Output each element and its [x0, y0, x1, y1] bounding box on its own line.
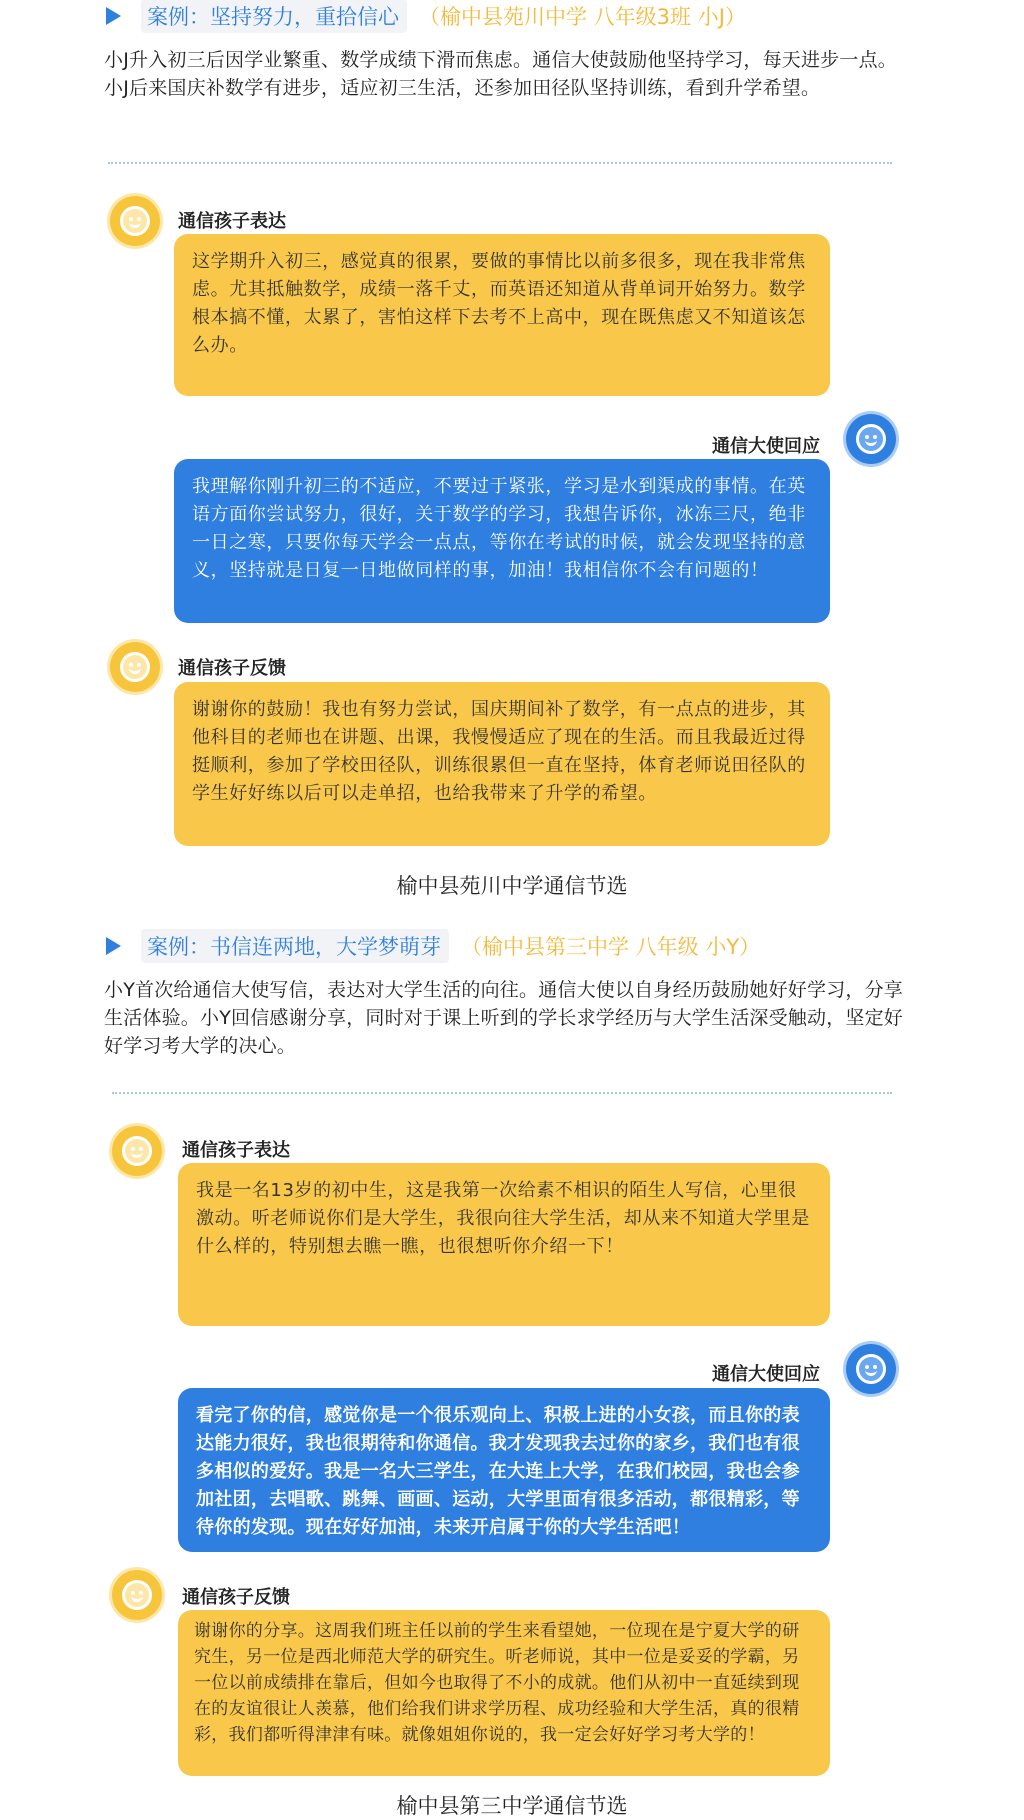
triangle-bullet-icon: [106, 7, 121, 25]
case2-kid-express-bubble: 我是一名13岁的初中生，这是我第一次给素不相识的陌生人写信，心里很激动。听老师说你们是大学生，我很向往大学生活，却从来不知道大学里是什么样的，特别想去瞧一瞧，也很想听你介绍一下！: [178, 1163, 830, 1326]
case2-divider: [112, 1092, 892, 1094]
triangle-bullet-icon: [106, 937, 121, 955]
case1-summary: 小J升入初三后因学业繁重、数学成绩下滑而焦虑。通信大使鼓励他坚持学习，每天进步一点。小J后来国庆补数学有进步，适应初三生活，还参加田径队坚持训练，看到升学希望。: [104, 49, 898, 99]
case1-title: 案例：坚持努力，重拾信心: [141, 0, 407, 33]
smiley-face-icon: [122, 1580, 152, 1610]
case2-title: 案例：书信连两地，大学梦萌芽: [141, 929, 449, 963]
smiley-face-icon: [120, 206, 150, 236]
case2-school: （榆中县第三中学 八年级 小Y）: [461, 935, 761, 959]
kid-avatar: [112, 1126, 162, 1176]
smiley-face-icon: [122, 1136, 152, 1166]
case1-school: （榆中县苑川中学 八年级3班 小J）: [419, 5, 746, 29]
ambassador-avatar: [846, 1344, 896, 1394]
case1-kid-express-label: 通信孩子表达: [178, 211, 286, 232]
ambassador-avatar: [846, 414, 896, 464]
case2-kid-feedback-label: 通信孩子反馈: [182, 1587, 290, 1608]
case1-divider: [108, 162, 892, 164]
case1-kid-feedback-bubble: 谢谢你的鼓励！我也有努力尝试，国庆期间补了数学，有一点点的进步，其他科目的老师也在讲题、出课，我慢慢适应了现在的生活。而且我最近过得挺顺利，参加了学校田径队，训练很累但一直在坚持，体育老师说田径队的学生好好练以后可以走单招，也给我带来了升学的希望。: [174, 682, 830, 846]
case2-summary: 小Y首次给通信大使写信，表达对大学生活的向往。通信大使以自身经历鼓励她好好学习，分享生活体验。小Y回信感谢分享，同时对于课上听到的学长求学经历与大学生活深受触动，坚定好好学习考大学的决心。: [104, 979, 904, 1057]
case1-header: [106, 0, 746, 34]
smiley-face-icon: [856, 424, 886, 454]
case1-amb-reply-bubble: 我理解你刚升初三的不适应，不要过于紧张，学习是水到渠成的事情。在英语方面你尝试努力，很好，关于数学的学习，我想告诉你，冰冻三尺，绝非一日之寒，只要你每天学会一点点，等你在考试的时候，就会发现坚持的意义，坚持就是日复一日地做同样的事，加油！我相信你不会有问题的！: [174, 459, 830, 623]
case2-amb-reply-label: 通信大使回应: [712, 1364, 820, 1385]
case1-kid-express-bubble: 这学期升入初三，感觉真的很累，要做的事情比以前多很多，现在我非常焦虑。尤其抵触数学，成绩一落千丈，而英语还知道从背单词开始努力。数学根本搞不懂，太累了，害怕这样下去考不上高中，现在既焦虑又不知道该怎么办。: [174, 234, 830, 396]
case2-kid-express-label: 通信孩子表达: [182, 1140, 290, 1161]
smiley-face-icon: [856, 1354, 886, 1384]
kid-avatar: [110, 642, 160, 692]
case2-kid-feedback-bubble: 谢谢你的分享。这周我们班主任以前的学生来看望她，一位现在是宁夏大学的研究生，另一位是西北师范大学的研究生。听老师说，其中一位是妥妥的学霸，另一位以前成绩排在靠后，但如今也取得了不小的成就。他们从初中一直延续到现在的友谊很让人羡慕，他们给我们讲求学历程、成功经验和大学生活，真的很精彩，我们都听得津津有味。就像姐姐你说的，我一定会好好学习考大学的！: [178, 1610, 830, 1776]
kid-avatar: [112, 1570, 162, 1620]
case2-caption: 榆中县第三中学通信节选: [396, 1794, 628, 1818]
kid-avatar: [110, 196, 160, 246]
smiley-face-icon: [120, 652, 150, 682]
case1-amb-reply-label: 通信大使回应: [712, 436, 820, 457]
case1-kid-feedback-label: 通信孩子反馈: [178, 658, 286, 679]
case2-header: [106, 928, 760, 964]
case1-caption: 榆中县苑川中学通信节选: [396, 874, 628, 898]
case2-amb-reply-bubble: 看完了你的信，感觉你是一个很乐观向上、积极上进的小女孩，而且你的表达能力很好，我也很期待和你通信。我才发现我去过你的家乡，我们也有很多相似的爱好。我是一名大三学生，在大连上大学，在我们校园，我也会参加社团，去唱歌、跳舞、画画、运动，大学里面有很多活动，都很精彩，等待你的发现。现在好好加油，未来开启属于你的大学生活吧！: [178, 1388, 830, 1552]
